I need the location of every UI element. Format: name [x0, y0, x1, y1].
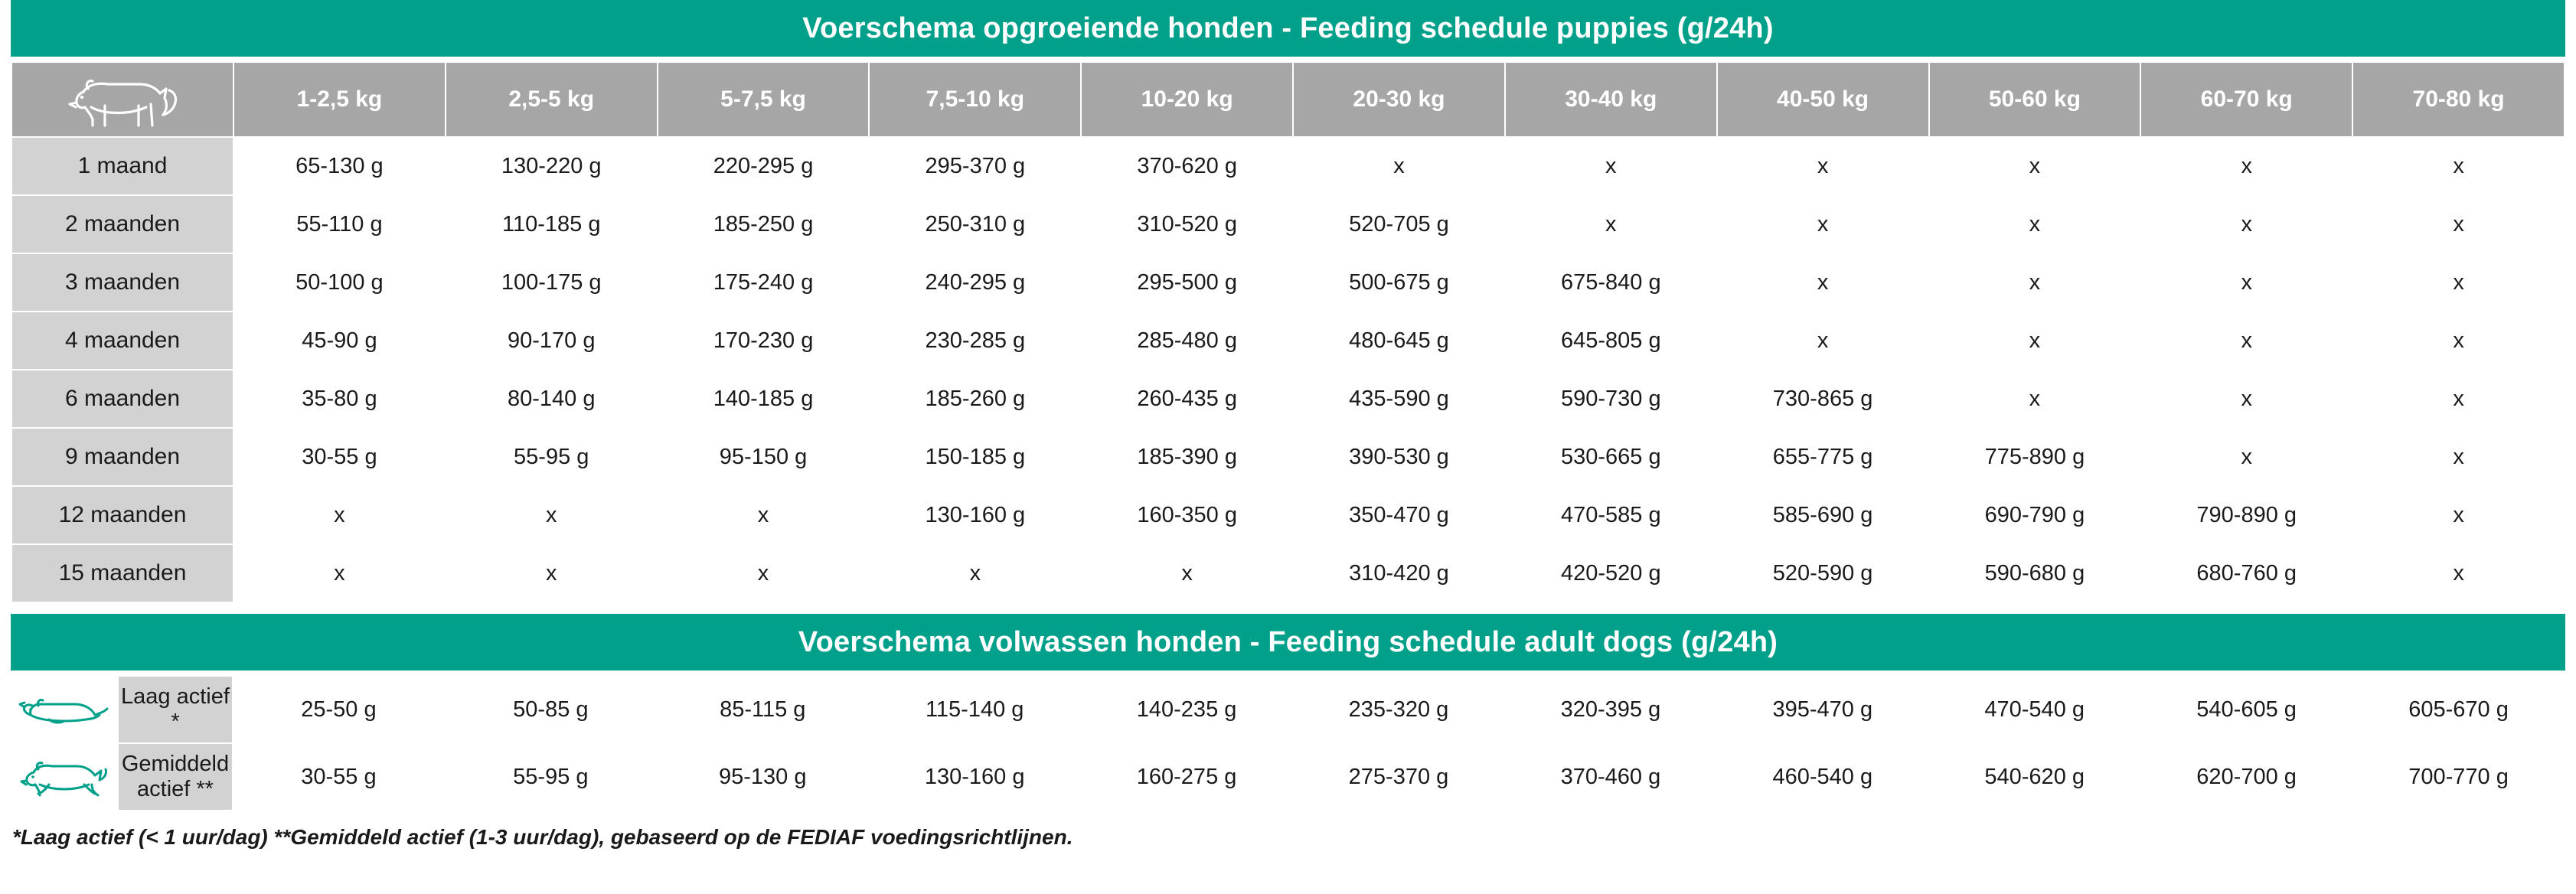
cell: 585-690 g	[1717, 486, 1929, 544]
cell: x	[658, 544, 870, 602]
cell: 370-460 g	[1504, 743, 1716, 811]
cell: 25-50 g	[233, 676, 445, 743]
row-label: 12 maanden	[11, 486, 233, 544]
cell: 30-55 g	[233, 428, 446, 486]
cell: 520-590 g	[1717, 544, 1929, 602]
row-label: 1 maand	[11, 137, 233, 195]
cell: 395-470 g	[1716, 676, 1928, 743]
row-label: 4 maanden	[11, 312, 233, 370]
cell: x	[2352, 544, 2565, 602]
cell: x	[1505, 137, 1717, 195]
adult-row-label: Laag actief *	[118, 676, 233, 743]
cell: 310-520 g	[1081, 195, 1293, 253]
cell: 310-420 g	[1293, 544, 1505, 602]
cell: 295-500 g	[1081, 253, 1293, 312]
cell: 540-605 g	[2140, 676, 2352, 743]
cell: x	[1717, 195, 1929, 253]
cell: 50-85 g	[445, 676, 657, 743]
cell: x	[233, 486, 446, 544]
cell: 530-665 g	[1505, 428, 1717, 486]
cell: x	[2140, 195, 2352, 253]
cell: 470-540 g	[1928, 676, 2140, 743]
cell: 590-680 g	[1929, 544, 2141, 602]
cell: x	[2140, 137, 2352, 195]
cell: 675-840 g	[1505, 253, 1717, 312]
cell: 115-140 g	[869, 676, 1081, 743]
cell: 655-775 g	[1717, 428, 1929, 486]
cell: 85-115 g	[657, 676, 869, 743]
cell: x	[2352, 312, 2565, 370]
adult-section-title: Voerschema volwassen honden - Feeding schedule adult dogs (g/24h)	[11, 614, 2565, 670]
cell: 260-435 g	[1081, 370, 1293, 428]
cell: 620-700 g	[2140, 743, 2352, 811]
cell: x	[2140, 312, 2352, 370]
puppy-col-header: 7,5-10 kg	[869, 62, 1081, 137]
cell: x	[1929, 137, 2141, 195]
cell: 45-90 g	[233, 312, 446, 370]
cell: 55-95 g	[445, 743, 657, 811]
puppy-section-title: Voerschema opgroeiende honden - Feeding schedule puppies (g/24h)	[11, 0, 2565, 57]
cell: x	[2352, 253, 2565, 312]
cell: x	[1929, 195, 2141, 253]
cell: 230-285 g	[869, 312, 1081, 370]
cell: 420-520 g	[1505, 544, 1717, 602]
table-row	[11, 253, 2565, 312]
puppy-col-header: 50-60 kg	[1929, 62, 2141, 137]
cell: 95-130 g	[657, 743, 869, 811]
cell: 285-480 g	[1081, 312, 1293, 370]
table-row	[11, 370, 2565, 428]
cell: 140-185 g	[658, 370, 870, 428]
cell: 350-470 g	[1293, 486, 1505, 544]
cell: 590-730 g	[1505, 370, 1717, 428]
row-label: 9 maanden	[11, 428, 233, 486]
cell: 140-235 g	[1081, 676, 1293, 743]
row-label: 3 maanden	[11, 253, 233, 312]
cell: 435-590 g	[1293, 370, 1505, 428]
cell: x	[1929, 370, 2141, 428]
puppy-col-header: 10-20 kg	[1081, 62, 1293, 137]
cell: 645-805 g	[1505, 312, 1717, 370]
cell: 295-370 g	[869, 137, 1081, 195]
cell: x	[1717, 312, 1929, 370]
table-row	[11, 486, 2565, 544]
cell: 110-185 g	[446, 195, 658, 253]
dog-running-icon	[11, 743, 118, 811]
cell: x	[2352, 428, 2565, 486]
cell: x	[2352, 370, 2565, 428]
cell: 65-130 g	[233, 137, 446, 195]
cell: 170-230 g	[658, 312, 870, 370]
table-row	[11, 544, 2565, 602]
puppy-feeding-table	[11, 61, 2565, 603]
cell: 700-770 g	[2352, 743, 2565, 811]
cell: 460-540 g	[1716, 743, 1928, 811]
cell: 605-670 g	[2352, 676, 2565, 743]
cell: 775-890 g	[1929, 428, 2141, 486]
cell: 480-645 g	[1293, 312, 1505, 370]
cell: x	[1081, 544, 1293, 602]
row-label: 2 maanden	[11, 195, 233, 253]
cell: 470-585 g	[1505, 486, 1717, 544]
cell: 185-390 g	[1081, 428, 1293, 486]
cell: 185-260 g	[869, 370, 1081, 428]
cell: 90-170 g	[446, 312, 658, 370]
dog-lying-icon	[11, 676, 118, 743]
cell: 100-175 g	[446, 253, 658, 312]
adult-row-label: Gemiddeld actief **	[118, 743, 233, 811]
table-row	[11, 743, 2565, 811]
cell: 130-220 g	[446, 137, 658, 195]
cell: 150-185 g	[869, 428, 1081, 486]
cell: 160-350 g	[1081, 486, 1293, 544]
cell: 95-150 g	[658, 428, 870, 486]
cell: 275-370 g	[1293, 743, 1505, 811]
cell: 175-240 g	[658, 253, 870, 312]
cell: x	[1293, 137, 1505, 195]
puppy-col-header: 20-30 kg	[1293, 62, 1505, 137]
cell: x	[233, 544, 446, 602]
cell: x	[658, 486, 870, 544]
table-row	[11, 676, 2565, 743]
row-label: 6 maanden	[11, 370, 233, 428]
cell: 185-250 g	[658, 195, 870, 253]
puppy-col-header: 5-7,5 kg	[658, 62, 870, 137]
cell: 35-80 g	[233, 370, 446, 428]
cell: x	[2352, 195, 2565, 253]
cell: 220-295 g	[658, 137, 870, 195]
cell: 160-275 g	[1081, 743, 1293, 811]
puppy-col-header: 40-50 kg	[1717, 62, 1929, 137]
cell: x	[446, 544, 658, 602]
cell: x	[2140, 253, 2352, 312]
cell: 55-95 g	[446, 428, 658, 486]
cell: x	[869, 544, 1081, 602]
cell: 130-160 g	[869, 486, 1081, 544]
puppy-col-header: 70-80 kg	[2352, 62, 2565, 137]
cell: 680-760 g	[2140, 544, 2352, 602]
table-row	[11, 137, 2565, 195]
cell: 520-705 g	[1293, 195, 1505, 253]
cell: 250-310 g	[869, 195, 1081, 253]
row-label: 15 maanden	[11, 544, 233, 602]
cell: 235-320 g	[1293, 676, 1505, 743]
cell: 730-865 g	[1717, 370, 1929, 428]
cell: 790-890 g	[2140, 486, 2352, 544]
footnote: *Laag actief (< 1 uur/dag) **Gemiddeld actief (1-3 uur/dag), gebaseerd op de FEDIAF voedingsrichtlijnen.	[12, 825, 1073, 849]
cell: 30-55 g	[233, 743, 445, 811]
cell: x	[2140, 428, 2352, 486]
cell: 130-160 g	[869, 743, 1081, 811]
cell: x	[2352, 137, 2565, 195]
puppy-col-header: 1-2,5 kg	[233, 62, 446, 137]
cell: x	[1717, 253, 1929, 312]
adult-feeding-table	[11, 675, 2565, 811]
cell: 80-140 g	[446, 370, 658, 428]
table-row	[11, 195, 2565, 253]
table-row	[11, 312, 2565, 370]
cell: 690-790 g	[1929, 486, 2141, 544]
puppy-col-header: 60-70 kg	[2140, 62, 2352, 137]
puppy-col-header: 30-40 kg	[1505, 62, 1717, 137]
cell: 390-530 g	[1293, 428, 1505, 486]
cell: x	[1505, 195, 1717, 253]
cell: 370-620 g	[1081, 137, 1293, 195]
puppy-table-header-row	[11, 62, 2565, 137]
cell: x	[1717, 137, 1929, 195]
cell: 50-100 g	[233, 253, 446, 312]
cell: 320-395 g	[1504, 676, 1716, 743]
cell: x	[2140, 370, 2352, 428]
cell: x	[2352, 486, 2565, 544]
cell: x	[446, 486, 658, 544]
puppy-col-header: 2,5-5 kg	[446, 62, 658, 137]
cell: 240-295 g	[869, 253, 1081, 312]
cell: 55-110 g	[233, 195, 446, 253]
cell: 500-675 g	[1293, 253, 1505, 312]
cell: x	[1929, 312, 2141, 370]
cell: x	[1929, 253, 2141, 312]
table-row	[11, 428, 2565, 486]
dog-standing-icon	[11, 62, 233, 137]
cell: 540-620 g	[1928, 743, 2140, 811]
